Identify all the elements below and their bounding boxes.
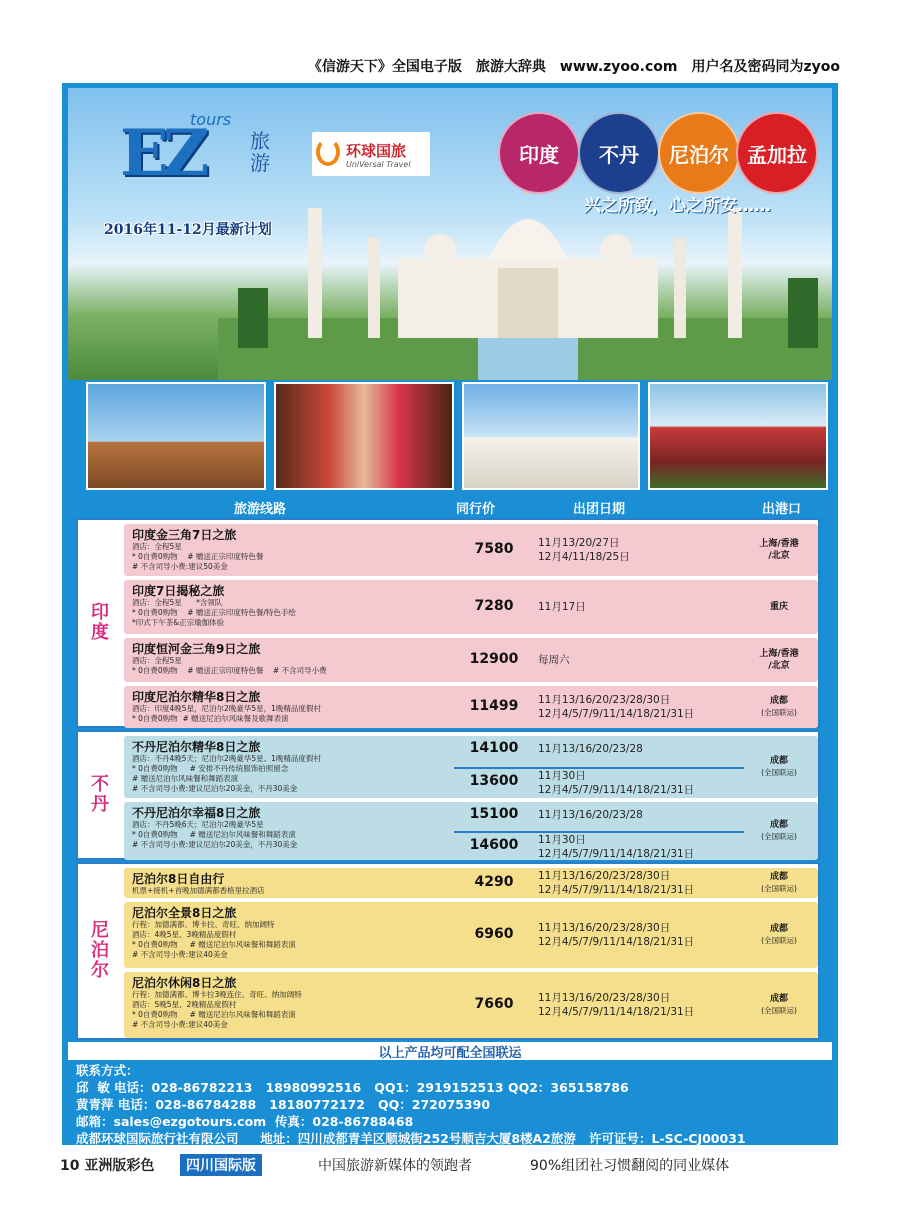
route-row[interactable] (124, 802, 818, 860)
region-label: 尼 泊 尔 (78, 921, 122, 981)
route-row[interactable] (124, 686, 818, 728)
header-title: 《信游天下》全国电子版 (307, 59, 462, 75)
port-note: (全国联运) (761, 936, 797, 945)
route-row[interactable] (124, 972, 818, 1038)
route-row[interactable] (124, 524, 818, 576)
route-title: 尼泊尔休闲8日之旅 (132, 976, 237, 990)
route-details: 酒店：印度4晚5星，尼泊尔2晚豪华5星，1晚精品度假村 * 0自费0购物 # 赠送尼泊尔风味餐及歌舞表演 (132, 704, 321, 723)
col-dates: 出团日期 (573, 502, 626, 517)
route-price: 11499 (469, 698, 519, 714)
route-price: 12900 (469, 651, 519, 667)
ez-tours-logo: EZ tours 旅游 (120, 110, 270, 191)
footer-slogan-2: 90%组团社习惯翻阅的同业媒体 (530, 1158, 730, 1174)
route-row[interactable] (124, 736, 818, 798)
contact-block: 联系方式： 邱 敏 电话：028-86782213 18980992516 QQ1：2919152513 QQ2：365158786 黄青萍 电话：028-86784288 18180772172 QQ：272075390 邮箱：sales@ezgotours.com 传真：028-86788468 成都环球国际旅行社有限公司 地址：四川成都青羊区顺城街252号顺吉大厦8楼A2旅游 许可证号：L-SC-CJ00031 (76, 1063, 746, 1146)
route-row[interactable] (124, 638, 818, 682)
universal-logo-icon (316, 138, 340, 166)
route-port: 成都 (全国联运) (740, 923, 818, 947)
region-0 (76, 518, 820, 728)
port-note: (全国联运) (761, 832, 797, 841)
row-divider (454, 767, 744, 769)
slogan: 兴之所致，心之所安…… (584, 196, 771, 216)
region-label: 不 丹 (78, 775, 122, 815)
route-details: 行程：加德满都、博卡拉、奇旺、纳加阔特 酒店：4晚5星、3晚精品度假村 * 0自费0购物 # 赠送尼泊尔风味餐和舞蹈表演 # 不含司导小费:建议40美金 (132, 920, 296, 959)
route-port: 重庆 (769, 602, 788, 612)
row-divider (454, 831, 744, 833)
route-details: 酒店：不丹5晚6天；尼泊尔2晚豪华5星 * 0自费0购物 # 赠送尼泊尔风味餐和舞蹈表演 # 不含司导小费:建议尼泊尔20美金，不丹30美金 (132, 820, 298, 849)
route-dates: 11月13/16/20/23/28/30日 12月4/5/7/9/11/14/18/21/31日 (538, 870, 695, 896)
col-route: 旅游线路 (234, 502, 287, 517)
route-price: 6960 (474, 926, 514, 942)
route-row[interactable] (124, 902, 818, 968)
region-label: 印 度 (78, 603, 122, 643)
route-details: 酒店：全程5星 * 0自费0购物 # 赠送正宗印度特色餐 # 不含司导小费:建议50美金 (132, 542, 264, 571)
destination-photos (86, 382, 828, 490)
route-port: 成都 (全国联运) (740, 993, 818, 1017)
route-details: 酒店：全程5星 * 0自费0购物 # 赠送正宗印度特色餐 # 不含司导小费 (132, 656, 327, 675)
route-port: 上海/香港 /北京 (759, 539, 799, 561)
route-price: 4290 (474, 874, 514, 890)
route-dates: 每周六 (538, 654, 570, 666)
route-title: 印度恒河金三角9日之旅 (132, 642, 261, 656)
route-price: 7280 (474, 598, 514, 614)
country-bhutan: 不丹 (578, 112, 660, 194)
header-dict: 旅游大辞典 (475, 59, 546, 75)
route-dates: 11月13/16/20/23/28/30日 12月4/5/7/9/11/14/18/21/31日 (538, 922, 695, 948)
route-price: 15100 (469, 806, 519, 822)
route-dates: 11月13/16/20/23/28/30日 12月4/5/7/9/11/14/18/21/31日 (538, 694, 695, 720)
route-dates: 11月13/16/20/23/28 (538, 809, 643, 821)
route-title: 不丹尼泊尔幸福8日之旅 (132, 806, 261, 820)
route-port: 成都 (全国联运) (740, 819, 818, 843)
header-login: 用户名及密码同为zyoo (691, 59, 840, 75)
photo-bangladesh-palace (648, 382, 828, 490)
country-nepal: 尼泊尔 (658, 112, 740, 194)
page-number: 10 亚洲版彩色 (60, 1158, 155, 1174)
route-details: 酒店：不丹4晚5天；尼泊尔2晚豪华5星、1晚精品度假村 * 0自费0购物 # 安排不丹传统服饰拍照留念 # 赠送尼泊尔风味餐和舞蹈表演 # 不含司导小费:建议尼泊尔20美金，不丹30美金 (132, 754, 321, 793)
header-site[interactable]: www.zyoo.com (559, 59, 678, 75)
route-price: 14100 (469, 740, 519, 756)
page-header (0, 56, 840, 76)
route-dates: 11月17日 (538, 601, 586, 613)
edition-badge: 四川国际版 (180, 1154, 262, 1176)
region-1 (76, 730, 820, 860)
route-price-alt: 14600 (469, 837, 519, 853)
route-dates: 11月13/20/27日 12月4/11/18/25日 (538, 537, 630, 563)
col-price: 同行价 (456, 502, 496, 517)
joint-transport-note: 以上产品均可配全国联运 (68, 1042, 832, 1060)
table-header (76, 494, 820, 518)
photo-bhutan-royal-couple (274, 382, 454, 490)
route-title: 尼泊尔全景8日之旅 (132, 906, 237, 920)
route-row[interactable] (124, 580, 818, 634)
route-port: 上海/香港 /北京 (759, 649, 799, 671)
hero-banner (68, 88, 832, 380)
route-title: 印度尼泊尔精华8日之旅 (132, 690, 261, 704)
port-note: (全国联运) (761, 708, 797, 717)
route-title: 印度金三角7日之旅 (132, 528, 237, 542)
port-note: (全国联运) (761, 768, 797, 777)
route-row[interactable] (124, 868, 818, 898)
port-note: (全国联运) (761, 884, 797, 893)
photo-qutub-minar (86, 382, 266, 490)
route-title: 印度7日揭秘之旅 (132, 584, 225, 598)
route-port: 成都 (全国联运) (740, 755, 818, 779)
region-2 (76, 862, 820, 1040)
route-port: 成都 (全国联运) (740, 871, 818, 895)
plan-title: 2016年11-12月最新计划 (104, 222, 272, 238)
footer-slogan-1: 中国旅游新媒体的领跑者 (318, 1158, 472, 1174)
route-dates-alt: 11月30日 12月4/5/7/9/11/14/18/21/31日 (538, 834, 695, 860)
route-details: 行程：加德满都、博卡拉3晚连住、奇旺、纳加阔特 酒店：5晚5星、2晚精品度假村 * 0自费0购物 # 赠送尼泊尔风味餐和舞蹈表演 # 不含司导小费:建议40美金 (132, 990, 302, 1029)
route-title: 不丹尼泊尔精华8日之旅 (132, 740, 261, 754)
route-details: 酒店：全程5星 *含领队 * 0自费0购物 # 赠送正宗印度特色餐/特色手绘 *印式下午茶&正宗瑜伽体验 (132, 598, 296, 627)
route-dates-alt: 11月30日 12月4/5/7/9/11/14/18/21/31日 (538, 770, 695, 796)
country-bangladesh: 孟加拉 (736, 112, 818, 194)
route-dates: 11月13/16/20/23/28 (538, 743, 643, 755)
route-port: 成都 (全国联运) (740, 695, 818, 719)
col-port: 出港口 (762, 502, 802, 517)
country-india: 印度 (498, 112, 580, 194)
page-footer (60, 1155, 840, 1175)
route-price-alt: 13600 (469, 773, 519, 789)
universal-travel-logo: 环球国旅 UniVersal Travel (312, 132, 430, 176)
route-title: 尼泊尔8日自由行 (132, 872, 225, 886)
port-note: (全国联运) (761, 1006, 797, 1015)
route-price: 7580 (474, 541, 514, 557)
photo-boudhanath-stupa (462, 382, 640, 490)
route-details: 机票+接机+首晚加德满都香格里拉酒店 (132, 886, 265, 895)
route-price: 7660 (474, 996, 514, 1012)
route-dates: 11月13/16/20/23/28/30日 12月4/5/7/9/11/14/18/21/31日 (538, 992, 695, 1018)
